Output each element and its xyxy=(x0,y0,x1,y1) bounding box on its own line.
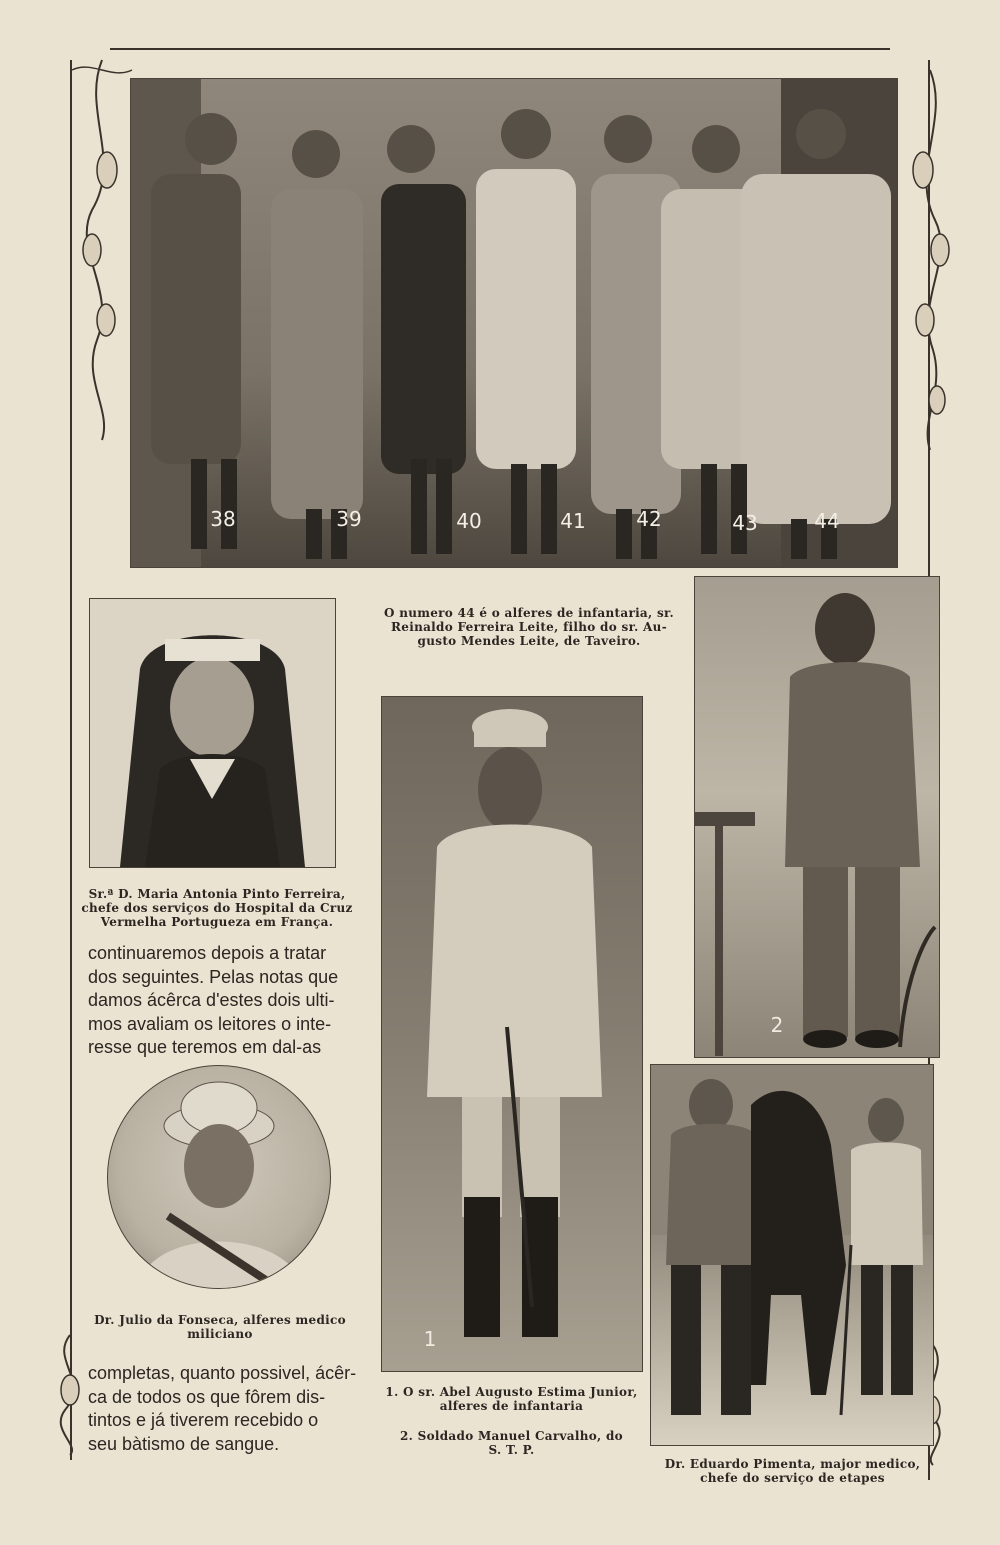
ornament-top-right xyxy=(895,60,965,460)
manuel-photo-number: 2 xyxy=(770,1013,784,1037)
abel-photo-number: 1 xyxy=(423,1327,437,1351)
nurse-portrait-photo xyxy=(89,598,336,868)
nurse-caption-line-2: chefe dos serviços do Hospital da Cruz xyxy=(81,901,353,915)
manuel-caption-line-1: 2. Soldado Manuel Carvalho, do xyxy=(400,1429,623,1443)
photo-number-41: 41 xyxy=(560,509,586,533)
nurse-portrait-figure xyxy=(90,599,335,867)
paragraph-1-line-3: damos ácêrca d'estes dois ulti- xyxy=(88,990,335,1010)
manuel-portrait-photo xyxy=(694,576,940,1058)
group-photo xyxy=(130,78,898,568)
abel-caption-line-1: 1. O sr. Abel Augusto Estima Junior, xyxy=(385,1385,638,1399)
group-photo-figures xyxy=(131,79,897,567)
julio-portrait-figure xyxy=(108,1066,330,1288)
eduardo-caption-line-2: chefe do serviço de etapes xyxy=(700,1471,885,1485)
paragraph-1-line-2: dos seguintes. Pelas notas que xyxy=(88,966,339,987)
julio-caption xyxy=(80,1313,360,1341)
photo-number-38: 38 xyxy=(210,507,236,531)
abel-portrait-figure xyxy=(382,697,642,1371)
julio-caption-line-2: miliciano xyxy=(187,1327,253,1341)
photo-number-43: 43 xyxy=(732,511,758,535)
paragraph-2-line-1: completas, quanto possivel, ácêr- xyxy=(88,1363,357,1383)
abel-caption xyxy=(374,1385,649,1413)
manuel-caption xyxy=(374,1429,649,1457)
paragraph-1-line-5: resse que teremos em dal-as xyxy=(88,1037,322,1057)
abel-portrait-photo xyxy=(381,696,643,1372)
julio-portrait-photo xyxy=(107,1065,331,1289)
paragraph-2-line-3: tintos e já tiverem recebido o xyxy=(88,1410,319,1430)
article-text-paragraph-1 xyxy=(88,942,368,1060)
photo-number-42: 42 xyxy=(636,507,662,531)
paragraph-1-line-1: continuaremos depois a tratar xyxy=(88,943,327,963)
eduardo-caption-line-1: Dr. Eduardo Pimenta, major medico, xyxy=(664,1457,921,1471)
nurse-caption xyxy=(72,887,362,929)
abel-caption-line-2: alferes de infantaria xyxy=(439,1399,584,1413)
eduardo-caption xyxy=(650,1457,935,1485)
photo-number-40: 40 xyxy=(456,509,482,533)
nurse-caption-line-1: Sr.ª D. Maria Antonia Pinto Ferreira, xyxy=(88,887,346,901)
paragraph-1-line-4: mos avaliam os leitores o inte- xyxy=(88,1013,332,1034)
paragraph-2-line-4: seu bàtismo de sangue. xyxy=(88,1433,280,1454)
nurse-caption-line-3: Vermelha Portugueza em França. xyxy=(100,915,334,929)
photo-number-39: 39 xyxy=(336,507,362,531)
group-caption-line-1: O numero 44 é o alferes de infantaria, sr. xyxy=(383,606,675,620)
group-caption-line-3: gusto Mendes Leite, de Taveiro. xyxy=(417,634,641,648)
frame-top-line xyxy=(110,48,890,50)
photo-number-44: 44 xyxy=(814,509,840,533)
eduardo-portrait-figure xyxy=(651,1065,933,1445)
group-caption-line-2: Reinaldo Ferreira Leite, filho do sr. Au- xyxy=(391,620,667,634)
group-photo-caption xyxy=(364,606,694,648)
julio-caption-line-1: Dr. Julio da Fonseca, alferes medico xyxy=(94,1313,346,1327)
article-text-paragraph-2 xyxy=(88,1362,388,1456)
manuel-portrait-figure xyxy=(695,577,939,1057)
paragraph-2-line-2: ca de todos os que fôrem dis- xyxy=(88,1386,326,1407)
eduardo-portrait-photo xyxy=(650,1064,934,1446)
manuel-caption-line-2: S. T. P. xyxy=(488,1443,535,1457)
